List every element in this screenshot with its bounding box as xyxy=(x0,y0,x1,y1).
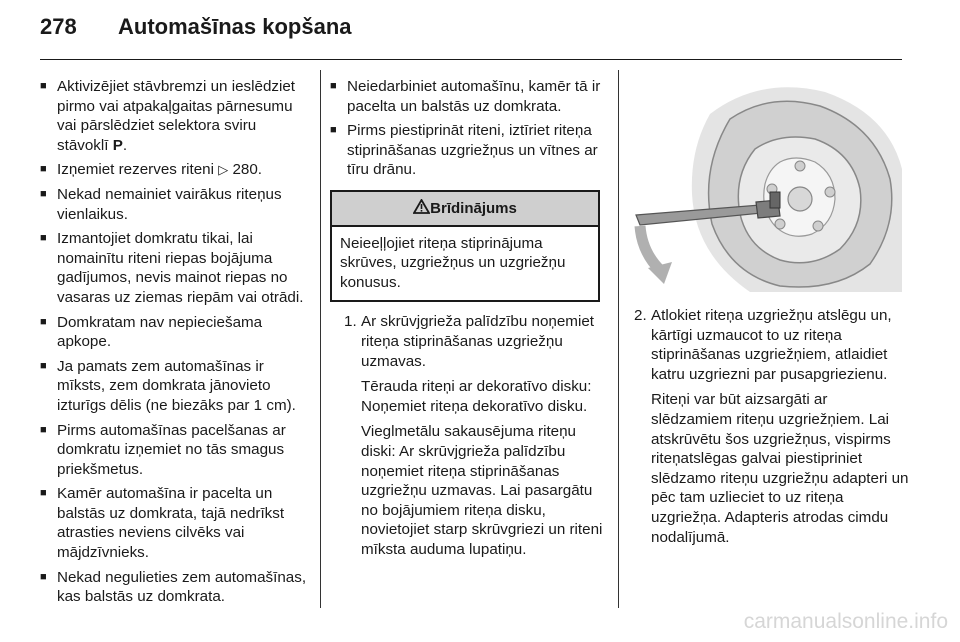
column-divider-1 xyxy=(320,70,321,608)
warning-body: Neieeļļojiet riteņa stiprinājuma skrūves, uzgriežņus un uzgriežņu konusus. xyxy=(340,234,566,291)
header-rule xyxy=(40,59,902,60)
column-right xyxy=(620,300,910,547)
step-item xyxy=(330,312,606,559)
page-title: Automašīnas kopšana xyxy=(118,14,352,39)
list-item: ■ Aktivizējiet stāvbremzi un ieslēdziet pirmo vai atpakaļgaitas pārnesumu vai pārslēdziet selektora sviru stāvoklī P. xyxy=(40,77,310,155)
cross-reference-link[interactable]: 280. xyxy=(232,161,263,179)
step-subtext: Vieglmetālu sakausējuma riteņu diski: Ar skrūvjgrieža palīdzību noņemiet riteņa stiprināšanas uzgriežņu uzmavas. Lai pasargātu no bojājumiem riteņa disku, novietojiet starp skrūvgriezi un riteni mīksta auduma lupatiņu. xyxy=(361,423,603,558)
step-number: 1. xyxy=(344,313,357,331)
list-item: ■ Kamēr automašīna ir pacelta un balstās uz domkrata, tajā nedrīkst atrasties neviens cilvēks vai mājdzīvnieks. xyxy=(40,484,310,562)
step-item xyxy=(620,306,910,547)
list-item: ■ Nekad negulieties zem automašīnas, kas balstās uz domkrata. xyxy=(40,568,310,607)
page-header xyxy=(40,14,352,50)
list-item: ■ Pirms automašīnas pacelšanas ar domkratu izņemiet no tās smagus priekšmetus. xyxy=(40,421,310,480)
watermark: carmanualsonline.info xyxy=(743,610,948,633)
list-item: ■ Domkratam nav nepieciešama apkope. xyxy=(40,313,310,352)
step-subtext: Riteņi var būt aizsargāti ar slēdzamiem riteņu uzgriežņiem. Lai atskrūvētu šos uzgriežņus, vispirms riteņatslēgas galvai piestipriniet slēdzamo riteņu uzgriežņu adapteri un pēc tam uzlieciet to uz riteņa uzgriežņa. Adapteris atrodas cimdu nodalījumā. xyxy=(651,391,909,546)
step-subtext: Tērauda riteņi ar dekoratīvo disku: Noņemiet riteņa dekoratīvo disku. xyxy=(361,378,592,415)
list-item: ■ Pirms piestiprināt riteni, iztīriet riteņa stiprināšanas uzgriežņus un vītnes ar tīru drānu. xyxy=(330,121,606,180)
wheel-wrench-illustration xyxy=(620,74,902,292)
column-left xyxy=(40,77,310,612)
list-item: ■ Ja pamats zem automašīnas ir mīksts, zem domkrata jānovieto izturīgs dēlis (ne biezāks par 1 cm). xyxy=(40,357,310,416)
step-text: Atlokiet riteņa uzgriežņu atslēgu un, kārtīgi uzmaucot to uz riteņa stiprināšanas uzgriežņiem, atlaidiet katru uzgriezni par pusapgriezienu. xyxy=(651,307,892,383)
arrow-right-icon: ▷ xyxy=(218,162,229,178)
column-middle xyxy=(330,77,606,559)
warning-header xyxy=(332,192,598,227)
step-text: Ar skrūvjgrieža palīdzību noņemiet riteņa stiprināšanas uzgriežņu uzmavas. xyxy=(361,313,594,370)
column-divider-2 xyxy=(618,70,619,608)
step-number: 2. xyxy=(634,307,647,324)
warning-triangle-icon xyxy=(413,199,430,214)
warning-box xyxy=(330,190,600,302)
warning-title: Brīdinājums xyxy=(430,199,517,217)
page-number: 278 xyxy=(40,14,77,39)
list-item: ■ Izņemiet rezerves riteni ▷ 280. xyxy=(40,160,310,180)
list-item: ■ Neiedarbiniet automašīnu, kamēr tā ir pacelta un balstās uz domkrata. xyxy=(330,77,606,116)
list-item: ■ Izmantojiet domkratu tikai, lai nomainītu riteni riepas bojājuma gadījumos, nevis mainot riepas no vasaras uz ziemas riepām vai otrādi. xyxy=(40,229,310,307)
list-item: ■ Nekad nemainiet vairākus riteņus vienlaikus. xyxy=(40,185,310,224)
